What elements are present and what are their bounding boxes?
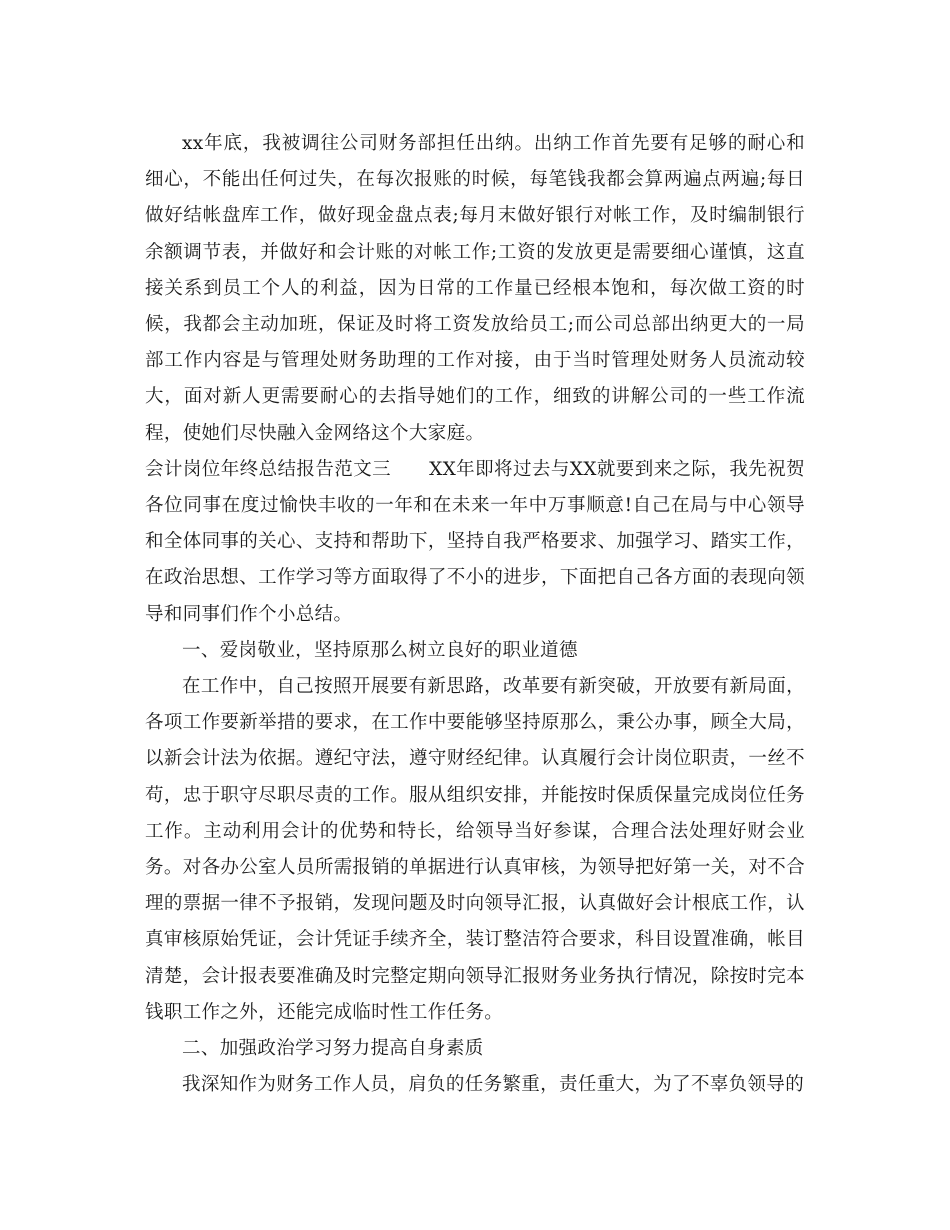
document-body (145, 126, 805, 1103)
paragraph-professional-ethics: 在工作中，自己按照开展要有新思路，改革要有新突破，开放要有新局面，各项工作要新举措的要求，在工作中要能够坚持原那么，秉公办事，顾全大局，以新会计法为依据。遵纪守法，遵守财经纪律。认真履行会计岗位职责，一丝不苟，忠于职守尽职尽责的工作。服从组织安排，并能按时保质保量完成岗位任务工作。主动利用会计的优势和特长，给领导当好参谋，合理合法处理好财会业务。对各办公室人员所需报销的单据进行认真审核，为领导把好第一关，对不合理的票据一律不予报销，发现问题及时向领导汇报，认真做好会计根底工作，认真审核原始凭证，会计凭证手续齐全，装订整洁符合要求，科目设置准确，帐目清楚，会计报表要准确及时完整定期向领导汇报财务业务执行情况，除按时完本钱职工作之外，还能完成临时性工作任务。 (145, 676, 805, 1023)
section-intro: XX年即将过去与XX就要到来之际，我先祝贺各位同事在度过愉快丰收的一年和在未来一年中万事顺意!自己在局与中心领导和全体同事的关心、支持和帮助下，坚持自我严格要求、加强学习、踏实工作，在政治思想、工作学习等方面取得了不小的进步，下面把自己各方面的表现向领导和同事们作个小总结。 (145, 458, 805, 625)
heading-professional-ethics: 一、爱岗敬业，坚持原那么树立良好的职业道德 (182, 639, 578, 661)
paragraph-political-study: 我深知作为财务工作人员，肩负的任务繁重，责任重大，为了不辜负领导的 (182, 1074, 805, 1096)
paragraph-cashier-work: xx年底，我被调往公司财务部担任出纳。出纳工作首先要有足够的耐心和细心，不能出任何过失，在每次报账的时候，每笔钱我都会算两遍点两遍;每日做好结帐盘库工作，做好现金盘点表;每月末做好银行对帐工作，及时编制银行余额调节表，并做好和会计账的对帐工作;工资的发放更是需要细心谨慎，这直接关系到员工个人的利益，因为日常的工作量已经根本饱和，每次做工资的时候，我都会主动加班，保证及时将工资发放给员工;而公司总部出纳更大的一局部工作内容是与管理处财务助理的工作对接，由于当时管理处财务人员流动较大，面对新人更需要耐心的去指导她们的工作，细致的讲解公司的一些工作流程，使她们尽快融入金网络这个大家庭。 (145, 133, 805, 444)
section-title: 会计岗位年终总结报告范文三 (145, 458, 392, 480)
heading-political-study: 二、加强政治学习努力提高自身素质 (182, 1038, 484, 1060)
section-three-paragraph (145, 452, 805, 633)
